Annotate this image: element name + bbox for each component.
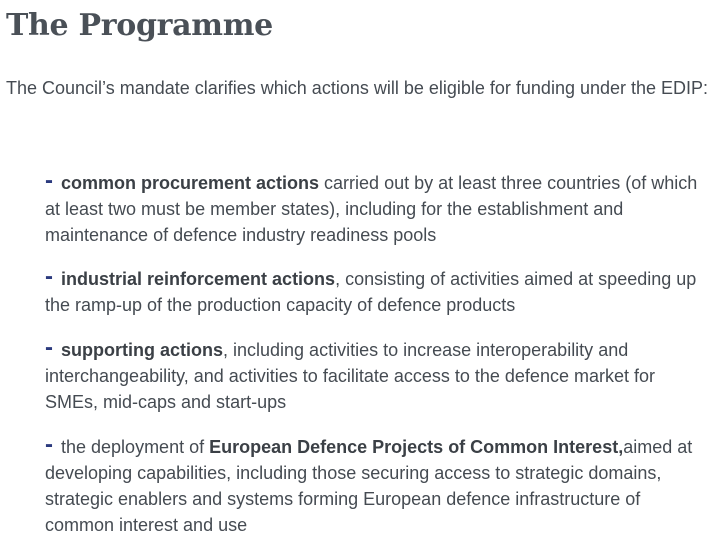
bullet-bold-text: European Defence Projects of Common Interest, (209, 437, 624, 457)
bullet-european-defence-projects (45, 433, 712, 538)
bullet-supporting-actions (45, 336, 712, 415)
dash-bullet-icon: - (45, 334, 53, 361)
bullet-bold-text: industrial reinforcement actions (61, 269, 336, 289)
bullet-lead-text: the deployment of (61, 437, 210, 457)
bullet-industrial-reinforcement-actions (45, 265, 712, 318)
bullet-rest-text: aimed at developing capabilities, including those securing access to strategic domains, strategic enablers and systems forming European defence infrastructure of common interest and use (45, 437, 693, 535)
page-title: The Programme (6, 8, 273, 43)
dash-bullet-icon: - (45, 167, 53, 194)
bullet-common-procurement-actions (45, 169, 712, 248)
bullet-rest-text: , consisting of activities aimed at speeding up the ramp-up of the production capacity of defence products (45, 269, 697, 315)
dash-bullet-icon: - (45, 431, 53, 458)
bullet-bold-text: common procurement actions (61, 173, 320, 193)
bullet-rest-text: carried out by at least three countries (of which at least two must be member states), including for the establishment and maintenance of defence industry readiness pools (45, 173, 698, 245)
intro-paragraph: The Council’s mandate clarifies which actions will be eligible for funding under the EDIP: (6, 78, 709, 98)
bullet-bold-text: supporting actions (61, 340, 223, 360)
eligible-actions-list (45, 169, 712, 555)
dash-bullet-icon: - (45, 263, 53, 290)
bullet-rest-text: , including activities to increase interoperability and interchangeability, and activities to facilitate access to the defence market for SMEs, mid-caps and start-ups (45, 340, 655, 412)
